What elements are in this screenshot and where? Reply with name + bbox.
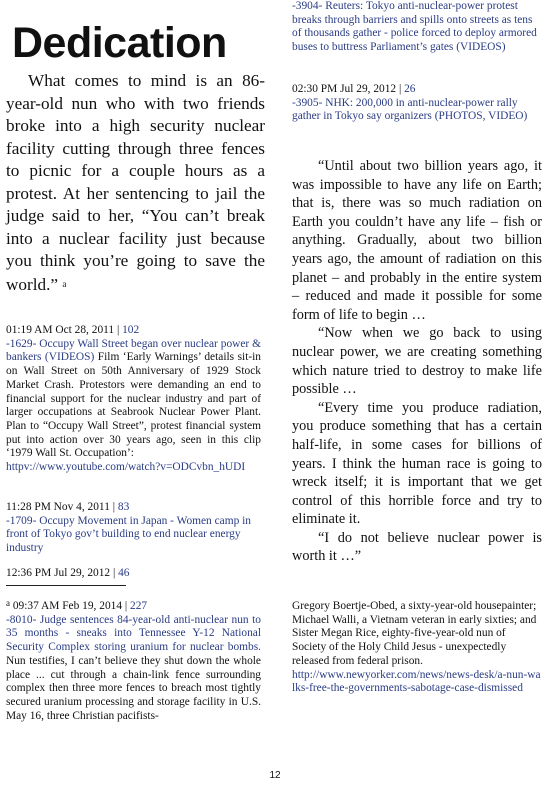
entry-july-2012 — [6, 567, 261, 581]
quote-paragraph: “I do not believe nuclear power is worth it …” — [292, 529, 542, 565]
entry-3904 — [292, 0, 542, 55]
intro-text: What comes to mind is an 86-year-old nun who with two friends broke into a high security nuclear facility cutting through three fences to picnic for a couple hours as a protest. At her sentencing to jail the judge said to her, “You can’t break into a nuclear facility just because you think you’re going to save the world.” — [6, 71, 265, 294]
entry-3905 — [292, 83, 542, 124]
entry-headline-link[interactable]: -3905- NHK: 200,000 in anti-nuclear-power rally gather in Tokyo say organizers (PHOTOS, VIDEO) — [292, 96, 528, 123]
entry-timestamp: 02:30 PM Jul 29, 2012 | — [292, 83, 402, 95]
footnote-headline-link[interactable]: -8010- Judge sentences 84-year-old anti-nuclear nun to 35 months - sneaks into Tennessee Y-12 National Security Complex storing uranium for nuclear bombs. — [6, 613, 261, 654]
entry-body: Film ‘Early Warnings’ details sit-in on Wall Street on 50th Anniversary of 1929 Stock Market Crash. Protestors were demanding an end to financial support for the nuclear industry and part of larger occupations at Seabrook Nuclear Power Plant. Plan to “Occupy Wall Street”, protest financial system put into action over 30 years ago, seen in this clip ‘1979 Wall St. Occupation’: — [6, 351, 262, 460]
entry-count-link[interactable]: 26 — [404, 83, 416, 95]
entry-count-link[interactable]: 102 — [122, 324, 140, 336]
footnote-continuation — [292, 600, 542, 696]
entry-timestamp: 11:28 PM Nov 4, 2011 | — [6, 501, 116, 513]
footnote-mark: a — [6, 598, 10, 608]
entry-timestamp: 12:36 PM Jul 29, 2012 | — [6, 567, 116, 579]
entry-headline-link[interactable]: -3904- Reuters: Tokyo anti-nuclear-power protest breaks through barriers and spills onto streets as tens of thousands gather - police forced to deploy armored buses to buttress Parliament’s gates (VIDEOS) — [292, 0, 537, 54]
quote-paragraph: “Until about two billion years ago, it was impossible to have any life on Earth; that is, there was so much radiation on Earth you couldn’t have any life – fish or anything. Gradually, about two billion years ago, the amount of radiation on this planet – and probably in the entire system – reduced and made it possible for some form of life to begin … — [292, 158, 542, 323]
footnote-body: Nun testifies, I can’t believe they shut down the whole place ... cut through a chain-link fence surrounding complex then three more fences to breach most tightly secured uranium processing and storage facility in U.S. May 16, three Christian pacifists- — [6, 654, 261, 722]
page-title: Dedication — [12, 19, 227, 67]
footnote-cont-text: Gregory Boertje-Obed, a sixty-year-old housepainter; Michael Walli, a Vietnam veteran in early sixties; and Sister Megan Rice, eighty-five-year-old nun of Society of the Holy Child Jesus - unexpectedly released from federal prison. — [292, 600, 537, 667]
footnote-count-link[interactable]: 227 — [130, 600, 148, 612]
entry-1629 — [6, 324, 261, 475]
footnote-divider — [6, 585, 126, 586]
quote-block — [292, 157, 542, 566]
entry-1709 — [6, 501, 261, 556]
footnote-timestamp: 09:37 AM Feb 19, 2014 | — [12, 600, 128, 612]
intro-paragraph — [6, 70, 265, 296]
page-number: 12 — [269, 770, 281, 781]
footnote-entry — [6, 597, 261, 723]
quote-paragraph: “Every time you produce radiation, you produce something that has a certain half-life, in some cases for billions of years. I think the human race is going to wreck itself; it is important that we get control of this horrible force and try to eliminate it. — [292, 399, 542, 528]
entry-count-link[interactable]: 83 — [117, 501, 130, 513]
entry-headline-link[interactable]: -1709- Occupy Movement in Japan - Women camp in front of Tokyo gov’t building to end nuclear energy industry — [6, 514, 251, 555]
entry-url-link[interactable]: httpv://www.youtube.com/watch?v=ODCvbn_hUDI — [6, 461, 246, 474]
entry-count-link[interactable]: 46 — [118, 567, 130, 579]
footnote-ref[interactable]: a — [62, 278, 67, 289]
quote-paragraph: “Now when we go back to using nuclear power, we are creating something which nature tried to destroy to make life possible … — [292, 325, 542, 398]
footnote-cont-link[interactable]: http://www.newyorker.com/news/news-desk/a-nun-walks-free-the-governments-sabotage-case-dismissed — [292, 668, 541, 695]
entry-timestamp: 01:19 AM Oct 28, 2011 | — [6, 324, 120, 336]
entry-headline-link[interactable]: -1629- Occupy Wall Street began over nuclear power & bankers (VIDEOS) — [6, 337, 261, 364]
